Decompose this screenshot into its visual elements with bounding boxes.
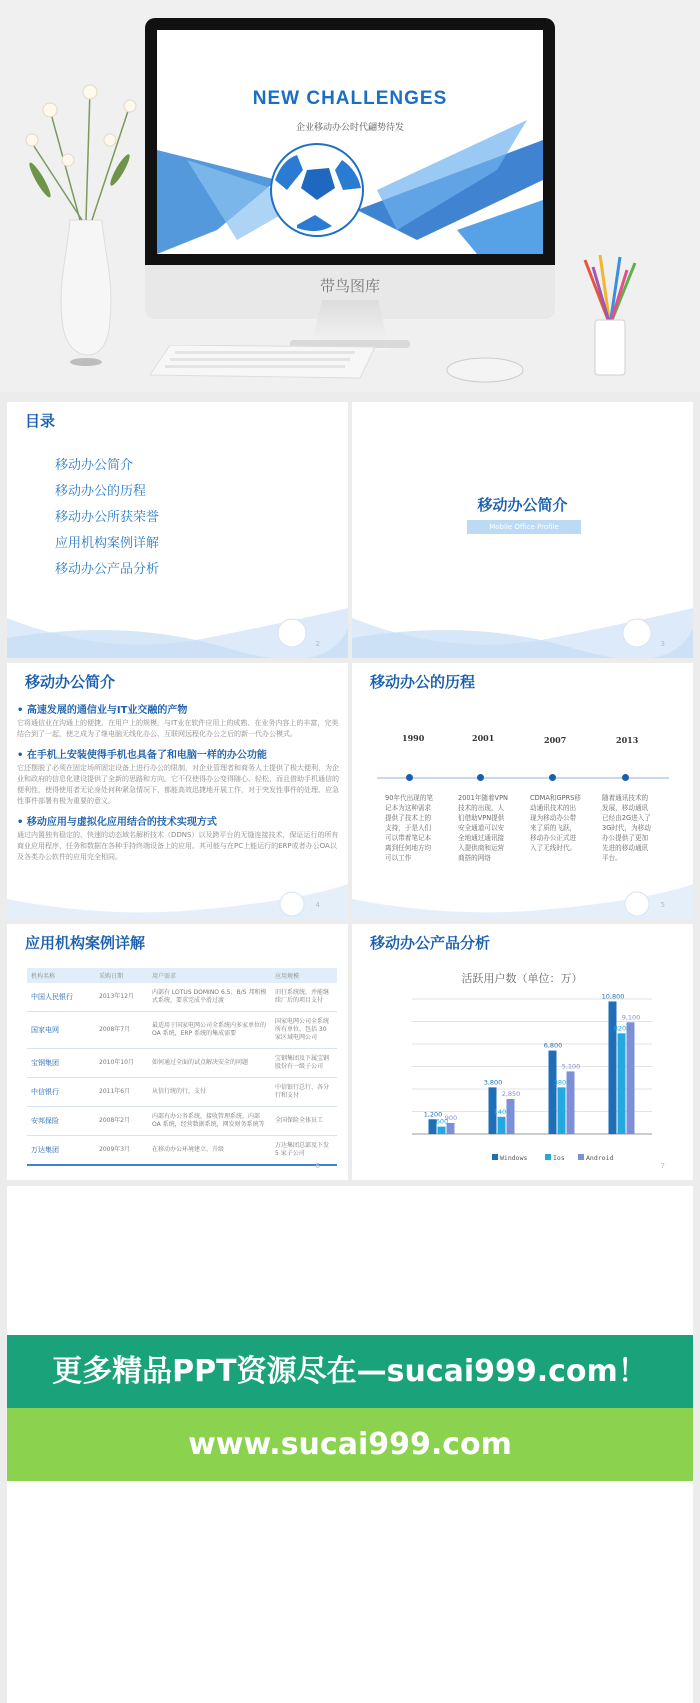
data-label: 9,100	[621, 1013, 641, 1022]
keyboard-icon	[150, 345, 380, 380]
data-label: 10,800	[601, 992, 625, 1001]
blank-panel	[7, 1481, 693, 1703]
hero-section	[0, 0, 700, 392]
data-label: 900	[444, 1113, 458, 1122]
bar-android	[507, 1099, 515, 1134]
table-row	[27, 1136, 337, 1166]
blue-ribbons-graphic	[157, 30, 543, 254]
timeline-dot	[549, 774, 556, 781]
data-label: 1400	[493, 1107, 511, 1116]
slide-history	[352, 663, 693, 919]
promo-banner: 更多精品PPT资源尽在—sucai999.com！	[7, 1335, 693, 1408]
column-header: 用户需求	[148, 968, 271, 983]
data-label: 6,800	[543, 1041, 563, 1050]
monitor	[145, 18, 555, 301]
monitor-screen	[157, 30, 543, 254]
legend-label: Windows	[500, 1154, 528, 1162]
table-cell: 2010年10月	[95, 1049, 148, 1078]
bar-ios	[558, 1087, 566, 1134]
legend-swatch	[545, 1154, 551, 1160]
page-number: 4	[315, 901, 320, 909]
table-row	[27, 1012, 337, 1049]
toc-item[interactable]: 移动办公简介	[55, 458, 134, 473]
bar-windows	[549, 1051, 557, 1134]
table-row	[27, 1107, 337, 1136]
timeline-text: CDMA和GPRS移动通讯技术的出现为移动办公带来了质的飞跃，移动办公正式进入了无线时代。	[530, 794, 581, 852]
page-number: 7	[660, 1162, 665, 1170]
table-cell: 旧行系统统，并能继续厂后的项目支付	[271, 983, 337, 1012]
legend-label: Android	[586, 1154, 614, 1162]
data-label: 1,200	[423, 1110, 443, 1119]
toc-item[interactable]: 应用机构案例详解	[55, 536, 160, 551]
data-label: 2,850	[501, 1090, 521, 1099]
slide-toc	[7, 402, 348, 658]
table-cell: 中信银行总行、各分行和支付	[271, 1078, 337, 1107]
toc-item[interactable]: 移动办公的历程	[55, 484, 147, 499]
slide-title: 移动办公产品分析	[370, 934, 491, 952]
legend-swatch	[578, 1154, 584, 1160]
decorative-swirl	[7, 588, 348, 658]
toc-item[interactable]: 移动办公产品分析	[55, 562, 160, 577]
hero-title: NEW CHALLENGES	[252, 88, 448, 109]
hero-subtitle: 企业移动办公时代翩势待发	[295, 123, 404, 133]
slide-title: 目录	[25, 412, 56, 430]
page-number: 3	[660, 640, 665, 648]
table-cell: 2008年7月	[95, 1012, 148, 1049]
data-label: 5,100	[561, 1062, 581, 1071]
table-cell: 从信行统的行，支付	[148, 1078, 271, 1107]
timeline-year: 2001	[472, 733, 495, 743]
promo-url-banner[interactable]: www.sucai999.com	[7, 1408, 693, 1481]
bar-ios	[498, 1117, 506, 1134]
data-label: 3,800	[483, 1078, 503, 1087]
decorative-swirl	[352, 588, 693, 658]
slide-intro	[7, 663, 348, 919]
monitor-chin-watermark: 带鸟图库	[145, 265, 555, 319]
toc-list	[55, 454, 159, 584]
bar-ios	[618, 1033, 626, 1134]
table-cell: 2013年12月	[95, 983, 148, 1012]
slide-title: 移动办公的历程	[370, 673, 476, 691]
table-cell: 国家电网	[27, 1012, 95, 1049]
table-cell: 如何通过全面的试点解决安全的问题	[148, 1049, 271, 1078]
table-row	[27, 1078, 337, 1107]
slide-title: 移动办公简介	[25, 673, 116, 691]
table-header-row	[27, 968, 337, 983]
timeline-year: 1990	[402, 733, 425, 743]
table-cell: 2011年6月	[95, 1078, 148, 1107]
bar-windows	[609, 1001, 617, 1134]
timeline-text: 随着通讯技术的发展，移动通讯已经由2G进入了3G时代，为移动办公提供了更加先进的移动通讯平台。	[602, 794, 651, 862]
section-title: 移动办公简介	[477, 496, 568, 514]
decorative-swirl	[7, 849, 348, 919]
intro-paragraph: 通过内置独有稳定的、快速的动态域名解析技术（DDNS）以及跨平台的无缝连接技术，保证运行的所有商业应用程序，任务和数据在各种手持终端设备上的应用。其可能与在PC上能运行的ERP或者办公OA以及各类办公软件的应用完全相同。	[17, 831, 339, 861]
data-label: 600	[435, 1117, 449, 1126]
intro-paragraph: 它还摆脱了必须在固定场所固定设备上进行办公的限制，对企业管理者和商务人士提供了极大便利，为企业和政府的信息化建设提供了全新的思路和方向。它不仅使得办公变得随心、轻松，而且借助手机通信的便利性，使得使用者无论身处何种紧急情况下，都能高效迅捷地开展工作，对于突发性事件的处理、应急性事件部署有极为重要的意义。	[17, 764, 339, 805]
table-cell: 中信银行	[27, 1078, 95, 1107]
mouse-icon	[445, 355, 525, 385]
slide-section	[352, 402, 693, 658]
pencil-cup-icon	[575, 255, 645, 380]
table-cell: 万达集团总部及下发 5 家子公司	[271, 1136, 337, 1166]
timeline-text: 90年代出现的笔记本为这种需求提供了技术上的支持，于是人们可以带着笔记本离到任何地方均可以工作	[385, 794, 433, 862]
table-row	[27, 983, 337, 1012]
page-number: 6	[315, 1162, 320, 1170]
table-cell: 国家电网公司全系统所有单位，包括 30 家区域电网公司	[271, 1012, 337, 1049]
vase-icon	[10, 80, 160, 370]
data-label: 8200	[613, 1024, 631, 1033]
table-cell: 内部有办公务系统，接收管理系统，内部 OA 系统，经营数据系统，网发财务系统等	[148, 1107, 271, 1136]
bar-android	[627, 1022, 635, 1134]
intro-body	[17, 701, 339, 869]
slide-title: 应用机构案例详解	[25, 934, 146, 952]
section-badge: Mobile Office Profile	[467, 520, 581, 534]
chart-title: 活跃用户数（单位：万）	[461, 972, 583, 985]
intro-heading: • 移动应用与虚拟化应用结合的技术实现方式	[17, 817, 217, 828]
decorative-swirl	[352, 849, 693, 919]
table-cell: 安邦保险	[27, 1107, 95, 1136]
timeline-year: 2013	[616, 735, 639, 745]
cases-table	[27, 968, 337, 1166]
table-cell: 2008年2月	[95, 1107, 148, 1136]
toc-item[interactable]: 移动办公所获荣誉	[55, 510, 160, 525]
table-cell: 宝钢集团及下属宝钢股份有一级子公司	[271, 1049, 337, 1078]
timeline-dot	[622, 774, 629, 781]
table-cell: 2009年3月	[95, 1136, 148, 1166]
table-cell: 内部有 LOTUS DOMINO 6.5、B/S 邦和模式系统，要求完成平滑过渡	[148, 983, 271, 1012]
table-cell: 全国保险全体员工	[271, 1107, 337, 1136]
table-cell: 中国人民银行	[27, 983, 95, 1012]
slide-cases	[7, 924, 348, 1180]
table-cell: 万达集团	[27, 1136, 95, 1166]
timeline-dot	[477, 774, 484, 781]
intro-paragraph: 它将通信业在沟通上的便捷、在用户上的规模，与IT业在软件应用上的成熟、在业务内容上的丰富，完美结合到了一起，使之成为了继电脑无线化办公、互联网远程化办公之后的新一代办公模式。	[17, 719, 339, 738]
legend-label: Ios	[553, 1154, 565, 1162]
page-number: 5	[660, 901, 665, 909]
bar-ios	[438, 1127, 446, 1134]
timeline-text: 2001年随着VPN技术的出现，人们借助VPN提供安全通道可以安全地通过通讯接入提供商和运营商搭的网络	[458, 794, 508, 862]
table-cell: 宝钢集团	[27, 1049, 95, 1078]
intro-heading: • 在手机上安装使得手机也具备了和电脑一样的办公功能	[17, 750, 267, 761]
column-header: 机构名称	[27, 968, 95, 983]
page-number: 2	[315, 640, 320, 648]
timeline-year: 2007	[544, 735, 567, 745]
blank-panel	[7, 1186, 693, 1335]
intro-heading: • 高速发展的通信业与IT业交融的产物	[17, 705, 188, 716]
slide-product	[352, 924, 693, 1180]
table-cell: 最适用于国家电网公司全系统内多家单位的 OA 系统，ERP 系统的集成需要	[148, 1012, 271, 1049]
data-label: 3800	[553, 1078, 571, 1087]
legend-swatch	[492, 1154, 498, 1160]
column-header: 应用规模	[271, 968, 337, 983]
active-users-chart	[352, 954, 693, 1180]
table-cell: 在移动办公环境建立，升级	[148, 1136, 271, 1166]
column-header: 采购日期	[95, 968, 148, 983]
timeline-dot	[406, 774, 413, 781]
table-row	[27, 1049, 337, 1078]
